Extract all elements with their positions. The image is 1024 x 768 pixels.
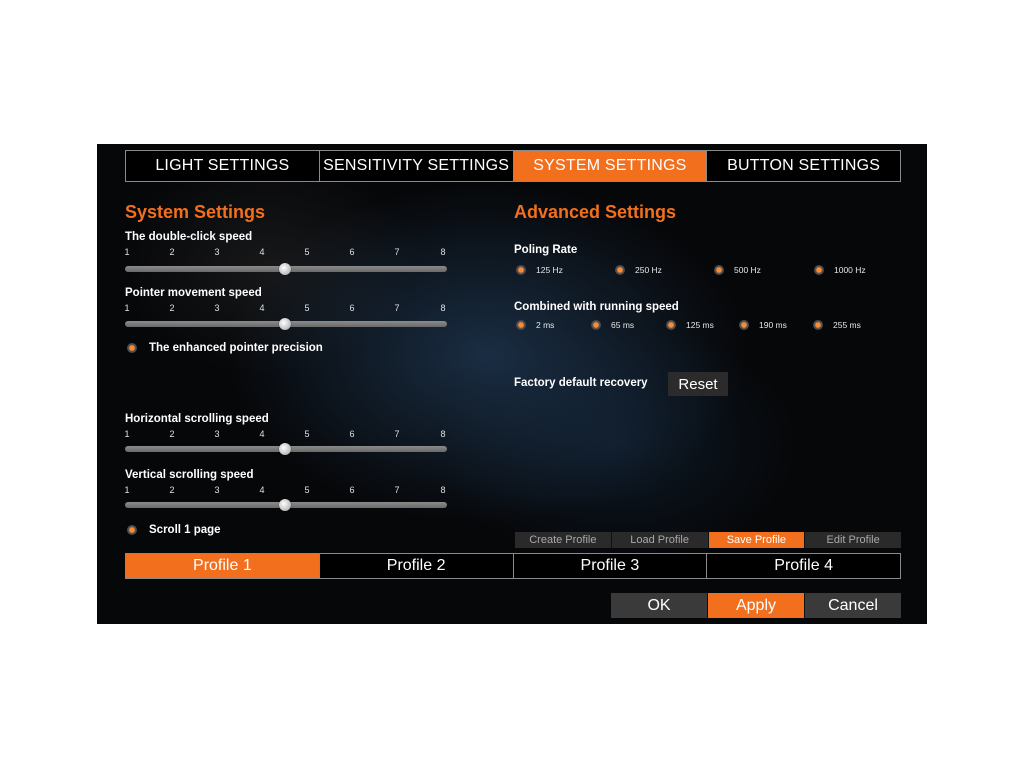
tick-label: 5 [304, 303, 310, 313]
profile-tab-2[interactable]: Profile 2 [320, 554, 514, 578]
running-speed-option-label: 65 ms [611, 320, 635, 330]
polling-option-label: 125 Hz [536, 265, 563, 275]
tick-label: 7 [394, 303, 400, 313]
polling-option-label: 250 Hz [635, 265, 662, 275]
tick-label: 2 [169, 485, 175, 495]
tick-label: 2 [169, 247, 175, 257]
radio-selected-icon [127, 343, 137, 353]
polling-option-250[interactable] [615, 265, 662, 275]
running-speed-option-65[interactable] [591, 320, 634, 330]
polling-rate-label: Poling Rate [514, 244, 578, 256]
tab-button-settings[interactable]: BUTTON SETTINGS [707, 151, 900, 181]
running-speed-option-125[interactable] [666, 320, 714, 330]
radio-icon [666, 320, 676, 330]
tick-label: 6 [349, 247, 355, 257]
running-speed-option-190[interactable] [739, 320, 787, 330]
tick-label: 3 [214, 485, 220, 495]
slider-thumb[interactable] [279, 318, 291, 330]
running-speed-option-2[interactable] [516, 320, 554, 330]
tick-label: 5 [304, 429, 310, 439]
radio-icon [714, 265, 724, 275]
radio-icon [516, 265, 526, 275]
tick-label: 6 [349, 429, 355, 439]
running-speed-option-label: 2 ms [536, 320, 555, 330]
edit-profile-button[interactable]: Edit Profile [805, 532, 901, 548]
radio-icon [591, 320, 601, 330]
profile-actions-bar [515, 532, 901, 548]
running-speed-option-255[interactable] [813, 320, 861, 330]
tab-system-settings[interactable]: SYSTEM SETTINGS [514, 151, 708, 181]
polling-option-1000[interactable] [814, 265, 866, 275]
reset-button[interactable]: Reset [668, 372, 728, 396]
running-speed-option-label: 125 ms [686, 320, 714, 330]
tick-label: 1 [124, 303, 130, 313]
enhanced-precision-option[interactable] [127, 342, 323, 354]
tick-label: 1 [124, 429, 130, 439]
radio-selected-icon [127, 525, 137, 535]
pointer-speed-label: Pointer movement speed [125, 287, 262, 299]
double-click-ticks [125, 247, 447, 259]
double-click-speed-slider[interactable] [125, 266, 447, 272]
settings-tabs [125, 150, 901, 182]
slider-thumb[interactable] [279, 499, 291, 511]
polling-option-500[interactable] [714, 265, 761, 275]
tick-label: 5 [304, 247, 310, 257]
running-speed-option-label: 255 ms [833, 320, 861, 330]
tick-label: 8 [440, 303, 446, 313]
profile-tabs [125, 553, 901, 579]
scroll-one-page-label: Scroll 1 page [149, 524, 221, 536]
slider-thumb[interactable] [279, 263, 291, 275]
running-speed-label: Combined with running speed [514, 301, 679, 313]
apply-button[interactable]: Apply [708, 593, 805, 618]
advanced-settings-title: Advanced Settings [514, 202, 677, 222]
profile-tab-3[interactable]: Profile 3 [514, 554, 708, 578]
tick-label: 4 [259, 429, 265, 439]
enhanced-precision-label: The enhanced pointer precision [149, 342, 323, 354]
tick-label: 2 [169, 429, 175, 439]
tick-label: 6 [349, 303, 355, 313]
vertical-scroll-label: Vertical scrolling speed [125, 469, 254, 481]
tab-light-settings[interactable]: LIGHT SETTINGS [126, 151, 320, 181]
tick-label: 8 [440, 247, 446, 257]
tick-label: 5 [304, 485, 310, 495]
polling-option-label: 500 Hz [734, 265, 761, 275]
tick-label: 4 [259, 303, 265, 313]
tick-label: 7 [394, 485, 400, 495]
tab-sensitivity-settings[interactable]: SENSITIVITY SETTINGS [320, 151, 514, 181]
double-click-speed-label: The double-click speed [125, 231, 253, 243]
tick-label: 6 [349, 485, 355, 495]
radio-icon [814, 265, 824, 275]
radio-icon [615, 265, 625, 275]
tick-label: 4 [259, 485, 265, 495]
radio-icon [813, 320, 823, 330]
pointer-speed-slider[interactable] [125, 321, 447, 327]
vertical-scroll-ticks [125, 485, 447, 497]
factory-default-label: Factory default recovery [514, 377, 648, 389]
tick-label: 3 [214, 303, 220, 313]
scroll-one-page-option[interactable] [127, 524, 221, 536]
ok-button[interactable]: OK [611, 593, 708, 618]
horizontal-scroll-slider[interactable] [125, 446, 447, 452]
save-profile-button[interactable]: Save Profile [709, 532, 806, 548]
tick-label: 8 [440, 429, 446, 439]
profile-tab-4[interactable]: Profile 4 [707, 554, 900, 578]
system-settings-title: System Settings [125, 202, 266, 222]
radio-icon [739, 320, 749, 330]
horizontal-scroll-ticks [125, 429, 447, 441]
tick-label: 2 [169, 303, 175, 313]
tick-label: 3 [214, 247, 220, 257]
cancel-button[interactable]: Cancel [805, 593, 901, 618]
tick-label: 8 [440, 485, 446, 495]
tick-label: 3 [214, 429, 220, 439]
vertical-scroll-slider[interactable] [125, 502, 447, 508]
profile-tab-1[interactable]: Profile 1 [126, 554, 320, 578]
slider-thumb[interactable] [279, 443, 291, 455]
load-profile-button[interactable]: Load Profile [612, 532, 709, 548]
polling-option-label: 1000 Hz [834, 265, 866, 275]
tick-label: 1 [124, 485, 130, 495]
tick-label: 7 [394, 247, 400, 257]
pointer-speed-ticks [125, 303, 447, 315]
create-profile-button[interactable]: Create Profile [515, 532, 612, 548]
tick-label: 7 [394, 429, 400, 439]
polling-option-125[interactable] [516, 265, 563, 275]
tick-label: 1 [124, 247, 130, 257]
horizontal-scroll-label: Horizontal scrolling speed [125, 413, 269, 425]
radio-icon [516, 320, 526, 330]
settings-window [97, 144, 927, 624]
dialog-buttons [611, 593, 901, 618]
tick-label: 4 [259, 247, 265, 257]
running-speed-option-label: 190 ms [759, 320, 787, 330]
